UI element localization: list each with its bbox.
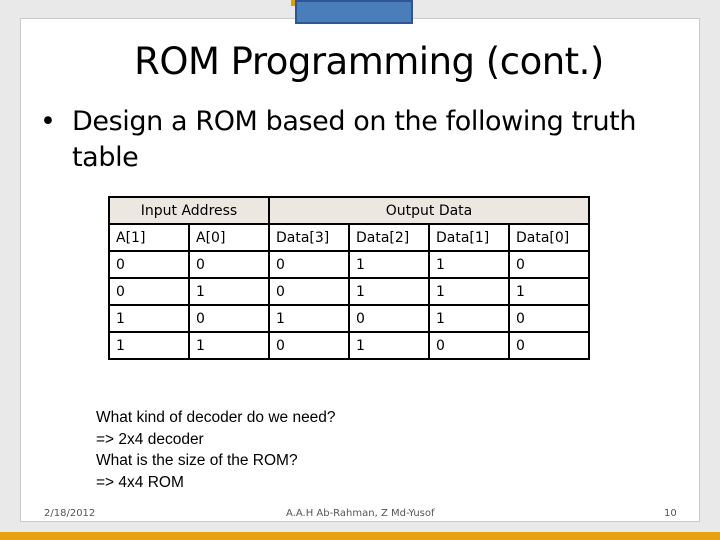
table-cell: 1: [349, 251, 429, 278]
group-header-input-address: Input Address: [109, 197, 269, 224]
column-header: Data[0]: [509, 224, 589, 251]
table-cell: 0: [509, 305, 589, 332]
note-line: What kind of decoder do we need?: [96, 409, 336, 426]
footer-author: A.A.H Ab-Rahman, Z Md-Yusof: [286, 508, 435, 519]
footer-page-number: 10: [664, 508, 677, 519]
table-cell: 0: [509, 332, 589, 359]
table-cell: 0: [509, 251, 589, 278]
note-line: => 4x4 ROM: [96, 473, 184, 491]
table-row: [109, 305, 589, 332]
bullet-point: [40, 104, 660, 176]
table-cell: 0: [269, 332, 349, 359]
table-cell: 0: [269, 278, 349, 305]
table-cell: 0: [189, 251, 269, 278]
group-header-output-data: Output Data: [269, 197, 589, 224]
table-cell: 0: [109, 278, 189, 305]
table-cell: 1: [509, 278, 589, 305]
top-tab-decoration: [295, 0, 413, 24]
table-cell: 1: [429, 251, 509, 278]
table-cell: 1: [269, 305, 349, 332]
bullet-text: Design a ROM based on the following truth table: [72, 106, 637, 173]
bottom-accent-bar: [0, 532, 720, 540]
column-header: Data[2]: [349, 224, 429, 251]
column-header: A[0]: [189, 224, 269, 251]
table-group-header-row: [109, 197, 589, 224]
bullet-icon: •: [40, 106, 56, 137]
table-cell: 1: [189, 278, 269, 305]
notes-block: [96, 407, 336, 493]
note-line: => 2x4 decoder: [96, 430, 204, 448]
table-row: [109, 278, 589, 305]
table-cell: 1: [429, 305, 509, 332]
note-line: What is the size of the ROM?: [96, 452, 298, 469]
table-column-header-row: [109, 224, 589, 251]
table-row: [109, 251, 589, 278]
truth-table: [108, 196, 590, 360]
slide-title: ROM Programming (cont.): [134, 40, 604, 83]
table-cell: 1: [109, 332, 189, 359]
table-cell: 1: [429, 278, 509, 305]
column-header: Data[1]: [429, 224, 509, 251]
table-cell: 0: [429, 332, 509, 359]
table-cell: 1: [109, 305, 189, 332]
table-cell: 1: [189, 332, 269, 359]
column-header: Data[3]: [269, 224, 349, 251]
column-header: A[1]: [109, 224, 189, 251]
table-cell: 1: [349, 332, 429, 359]
table-row: [109, 332, 589, 359]
table-cell: 1: [349, 278, 429, 305]
table-cell: 0: [109, 251, 189, 278]
table-cell: 0: [269, 251, 349, 278]
table-cell: 0: [349, 305, 429, 332]
table-cell: 0: [189, 305, 269, 332]
footer-date: 2/18/2012: [44, 508, 96, 519]
